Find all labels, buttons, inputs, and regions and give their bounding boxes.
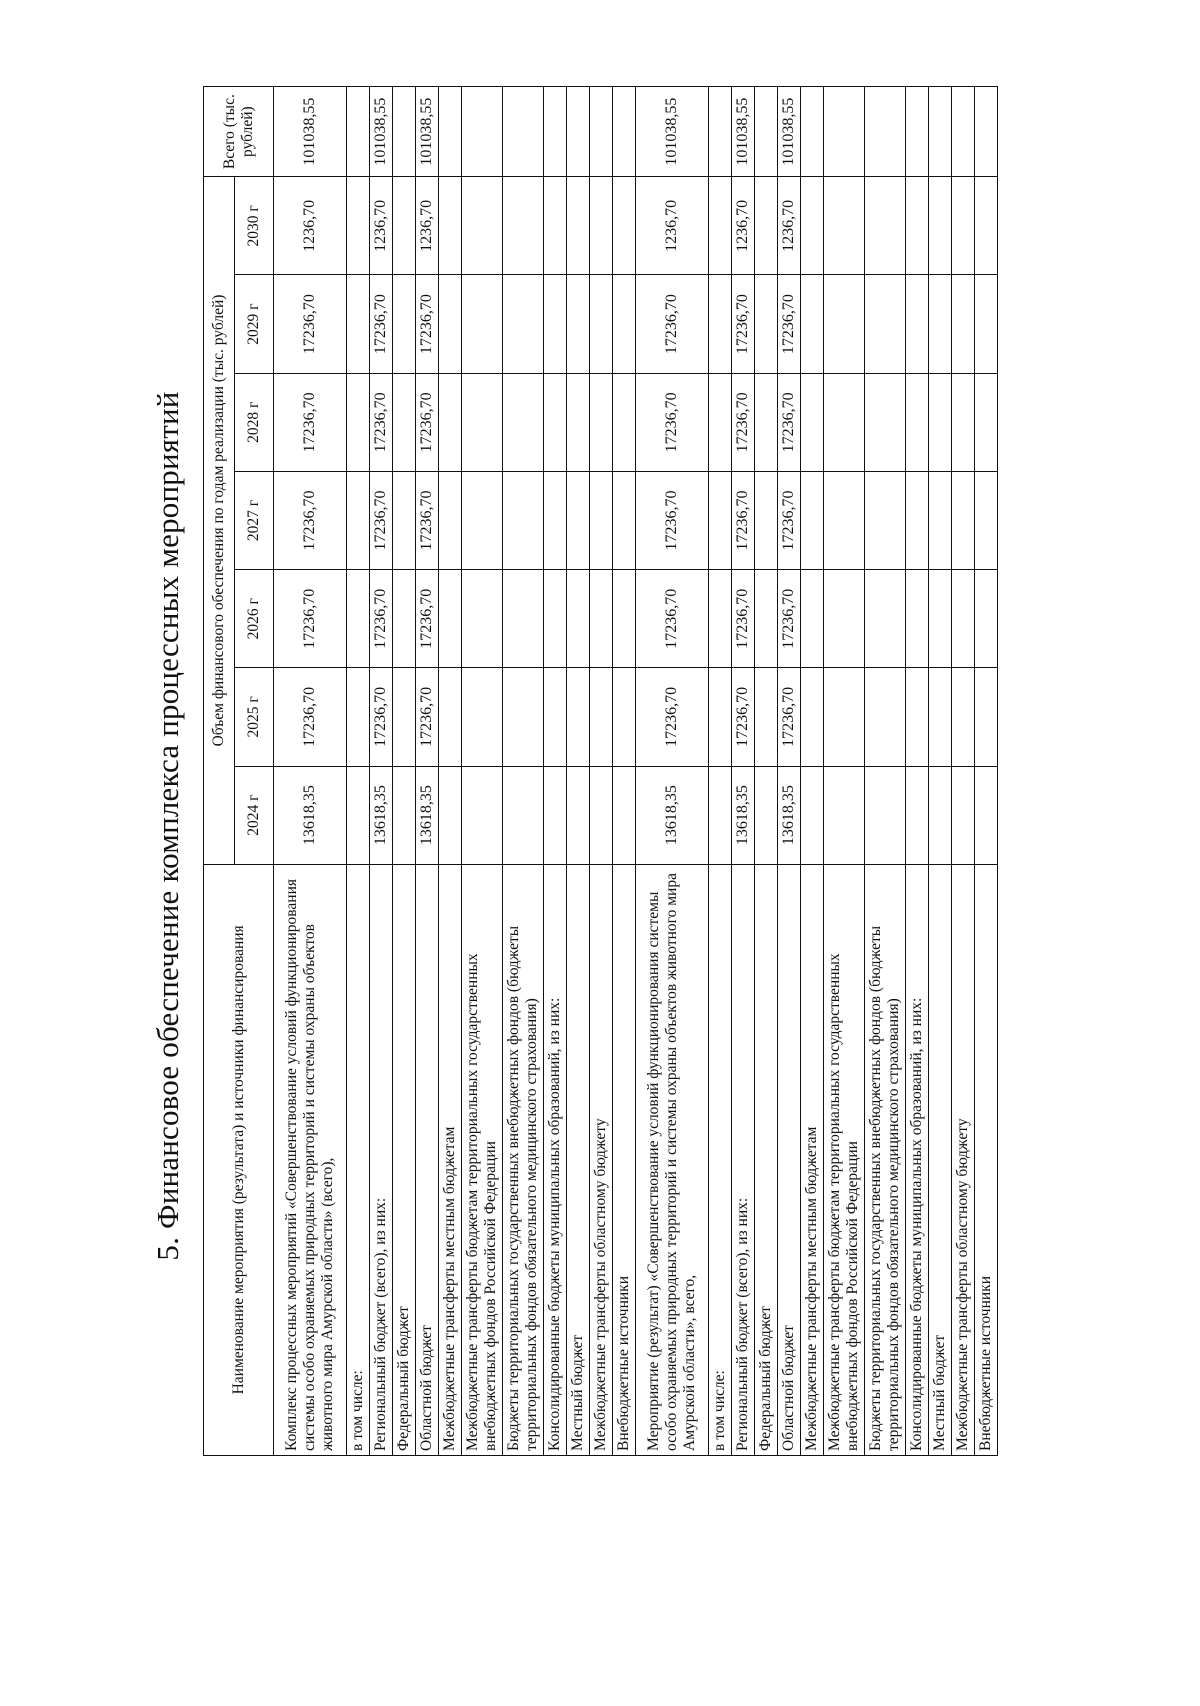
row-value-cell: [709, 570, 732, 668]
row-value-cell: [906, 471, 929, 569]
row-total-cell: 101038,55: [732, 87, 755, 177]
row-name-cell: Федеральный бюджет: [755, 864, 778, 1455]
row-value-cell: [439, 275, 462, 373]
row-name-cell: Межбюджетные трансферты местным бюджетам: [801, 864, 824, 1455]
row-value-cell: [755, 570, 778, 668]
row-value-cell: [590, 275, 613, 373]
row-value-cell: [347, 177, 370, 275]
row-value-cell: [393, 177, 416, 275]
row-value-cell: [865, 471, 906, 569]
row-value-cell: [906, 766, 929, 864]
row-name-cell: Федеральный бюджет: [393, 864, 416, 1455]
row-value-cell: [709, 471, 732, 569]
row-value-cell: [462, 275, 503, 373]
row-value-cell: [393, 570, 416, 668]
row-total-cell: [590, 87, 613, 177]
row-value-cell: [906, 373, 929, 471]
row-value-cell: [755, 471, 778, 569]
row-value-cell: [709, 766, 732, 864]
row-value-cell: [952, 275, 975, 373]
row-value-cell: [393, 471, 416, 569]
header-volume-group: Объем финансового обеспечения по годам реализации (тыс. рублей): [204, 177, 235, 864]
row-value-cell: [439, 177, 462, 275]
row-value-cell: [393, 766, 416, 864]
table-row: [865, 87, 906, 1456]
row-total-cell: [801, 87, 824, 177]
row-value-cell: [590, 668, 613, 766]
row-value-cell: [755, 275, 778, 373]
row-value-cell: 13618,35: [732, 766, 755, 864]
table-row: [567, 87, 590, 1456]
row-total-cell: [709, 87, 732, 177]
row-name-cell: Внебюджетные источники: [613, 864, 636, 1455]
row-name-cell: Региональный бюджет (всего), из них:: [732, 864, 755, 1455]
row-value-cell: 17236,70: [636, 275, 709, 373]
row-value-cell: 17236,70: [416, 275, 439, 373]
row-value-cell: 17236,70: [274, 275, 347, 373]
row-total-cell: 101038,55: [636, 87, 709, 177]
header-year: 2024 г: [235, 766, 274, 864]
row-value-cell: [503, 570, 544, 668]
row-value-cell: [347, 471, 370, 569]
row-value-cell: [567, 668, 590, 766]
row-value-cell: [393, 373, 416, 471]
row-value-cell: [613, 766, 636, 864]
row-value-cell: [709, 373, 732, 471]
row-value-cell: [567, 275, 590, 373]
row-total-cell: 101038,55: [416, 87, 439, 177]
table-row: [462, 87, 503, 1456]
row-value-cell: [393, 275, 416, 373]
row-value-cell: [929, 668, 952, 766]
row-value-cell: 17236,70: [636, 668, 709, 766]
row-value-cell: 17236,70: [778, 668, 801, 766]
row-value-cell: [755, 668, 778, 766]
row-value-cell: 17236,70: [370, 275, 393, 373]
row-value-cell: [929, 766, 952, 864]
row-name-cell: Межбюджетные трансферты бюджетам территориальных государственных внебюджетных фондов Российской Федерации: [462, 864, 503, 1455]
row-value-cell: [906, 275, 929, 373]
row-value-cell: 17236,70: [370, 668, 393, 766]
table-row: [824, 87, 865, 1456]
row-value-cell: [613, 668, 636, 766]
table-row: [613, 87, 636, 1456]
row-value-cell: [347, 570, 370, 668]
row-name-cell: Мероприятие (результат) «Совершенствование условий функционирования системы особо охраняемых природных территорий и системы охраны объектов животного мира Амурской области», всего,: [636, 864, 709, 1455]
header-year: 2028 г: [235, 373, 274, 471]
row-value-cell: [590, 471, 613, 569]
row-value-cell: 1236,70: [636, 177, 709, 275]
row-name-cell: в том числе:: [347, 864, 370, 1455]
row-total-cell: [975, 87, 998, 177]
row-value-cell: [544, 471, 567, 569]
row-value-cell: [590, 373, 613, 471]
row-value-cell: [347, 668, 370, 766]
row-value-cell: [865, 177, 906, 275]
row-value-cell: [347, 373, 370, 471]
row-value-cell: [865, 766, 906, 864]
table-row: [929, 87, 952, 1456]
row-name-cell: Комплекс процессных мероприятий «Совершенствование условий функционирования системы особо охраняемых природных территорий и системы охраны объектов животного мира Амурской области» (всего),: [274, 864, 347, 1455]
row-value-cell: [567, 766, 590, 864]
row-value-cell: 17236,70: [370, 570, 393, 668]
row-total-cell: [906, 87, 929, 177]
row-value-cell: [952, 373, 975, 471]
row-value-cell: [462, 766, 503, 864]
row-value-cell: [544, 668, 567, 766]
row-total-cell: [439, 87, 462, 177]
row-name-cell: Межбюджетные трансферты областному бюджету: [590, 864, 613, 1455]
row-name-cell: в том числе:: [709, 864, 732, 1455]
row-value-cell: 17236,70: [274, 373, 347, 471]
row-value-cell: [929, 570, 952, 668]
row-value-cell: [503, 373, 544, 471]
table-row: [636, 87, 709, 1456]
row-value-cell: 17236,70: [732, 275, 755, 373]
row-value-cell: [462, 471, 503, 569]
row-value-cell: [824, 766, 865, 864]
table-row: [778, 87, 801, 1456]
row-value-cell: [544, 275, 567, 373]
table-row: [393, 87, 416, 1456]
row-total-cell: [544, 87, 567, 177]
table-row: [503, 87, 544, 1456]
row-name-cell: Межбюджетные трансферты областному бюджету: [952, 864, 975, 1455]
row-value-cell: 13618,35: [778, 766, 801, 864]
row-value-cell: [613, 275, 636, 373]
header-row-1: [204, 87, 235, 1456]
row-value-cell: [824, 668, 865, 766]
row-name-cell: Межбюджетные трансферты местным бюджетам: [439, 864, 462, 1455]
row-value-cell: 17236,70: [274, 471, 347, 569]
row-value-cell: [439, 766, 462, 864]
row-value-cell: 17236,70: [778, 570, 801, 668]
row-value-cell: [952, 668, 975, 766]
row-value-cell: [613, 570, 636, 668]
row-value-cell: [462, 570, 503, 668]
table-row: [347, 87, 370, 1456]
row-value-cell: 13618,35: [370, 766, 393, 864]
row-value-cell: [462, 177, 503, 275]
row-name-cell: Областной бюджет: [778, 864, 801, 1455]
row-value-cell: 17236,70: [778, 275, 801, 373]
header-year: 2029 г: [235, 275, 274, 373]
row-total-cell: [613, 87, 636, 177]
row-value-cell: [462, 668, 503, 766]
table-body: [274, 87, 998, 1456]
header-total: Всего (тыс. рублей): [204, 87, 274, 177]
row-value-cell: [503, 471, 544, 569]
header-year: 2030 г: [235, 177, 274, 275]
row-value-cell: [439, 471, 462, 569]
row-value-cell: [347, 766, 370, 864]
row-value-cell: 17236,70: [274, 570, 347, 668]
row-value-cell: [613, 373, 636, 471]
row-value-cell: [929, 471, 952, 569]
row-value-cell: [906, 668, 929, 766]
row-value-cell: [929, 177, 952, 275]
row-value-cell: [865, 275, 906, 373]
row-value-cell: [865, 373, 906, 471]
table-row: [732, 87, 755, 1456]
row-value-cell: 17236,70: [370, 471, 393, 569]
table-row: [370, 87, 393, 1456]
row-value-cell: [709, 275, 732, 373]
row-value-cell: [975, 766, 998, 864]
row-value-cell: 17236,70: [732, 668, 755, 766]
row-value-cell: [952, 766, 975, 864]
row-value-cell: [801, 766, 824, 864]
row-value-cell: 17236,70: [370, 373, 393, 471]
row-value-cell: 17236,70: [636, 570, 709, 668]
row-total-cell: 101038,55: [778, 87, 801, 177]
row-value-cell: [865, 668, 906, 766]
row-name-cell: Региональный бюджет (всего), из них:: [370, 864, 393, 1455]
row-value-cell: [393, 668, 416, 766]
row-value-cell: 17236,70: [416, 373, 439, 471]
row-total-cell: [929, 87, 952, 177]
row-value-cell: [503, 275, 544, 373]
row-value-cell: [801, 471, 824, 569]
row-value-cell: [544, 177, 567, 275]
row-value-cell: [613, 471, 636, 569]
row-value-cell: 17236,70: [778, 373, 801, 471]
row-total-cell: [952, 87, 975, 177]
row-value-cell: 17236,70: [416, 471, 439, 569]
header-year: 2026 г: [235, 570, 274, 668]
header-year: 2027 г: [235, 471, 274, 569]
row-value-cell: [613, 177, 636, 275]
row-name-cell: Консолидированные бюджеты муниципальных образований, из них:: [906, 864, 929, 1455]
header-year: 2025 г: [235, 668, 274, 766]
row-total-cell: 101038,55: [370, 87, 393, 177]
row-value-cell: 17236,70: [416, 668, 439, 766]
table-row: [590, 87, 613, 1456]
row-total-cell: [393, 87, 416, 177]
table-row: [975, 87, 998, 1456]
table-row: [439, 87, 462, 1456]
row-total-cell: [755, 87, 778, 177]
row-value-cell: [929, 373, 952, 471]
row-value-cell: 17236,70: [732, 373, 755, 471]
row-value-cell: [544, 570, 567, 668]
row-value-cell: [929, 275, 952, 373]
finance-table: [203, 86, 998, 1456]
row-value-cell: 17236,70: [636, 471, 709, 569]
row-value-cell: [975, 570, 998, 668]
row-value-cell: [567, 471, 590, 569]
row-value-cell: [503, 766, 544, 864]
row-value-cell: 17236,70: [416, 570, 439, 668]
row-name-cell: Областной бюджет: [416, 864, 439, 1455]
row-total-cell: [567, 87, 590, 177]
row-value-cell: [824, 471, 865, 569]
row-name-cell: Консолидированные бюджеты муниципальных образований, из них:: [544, 864, 567, 1455]
row-value-cell: [975, 373, 998, 471]
row-value-cell: 13618,35: [416, 766, 439, 864]
row-total-cell: 101038,55: [274, 87, 347, 177]
row-value-cell: [709, 177, 732, 275]
header-name-column: Наименование мероприятия (результата) и источники финансирования: [204, 864, 274, 1455]
row-value-cell: [347, 275, 370, 373]
table-row: [801, 87, 824, 1456]
row-value-cell: [755, 373, 778, 471]
row-total-cell: [503, 87, 544, 177]
row-value-cell: [590, 766, 613, 864]
row-value-cell: [755, 177, 778, 275]
row-value-cell: 1236,70: [732, 177, 755, 275]
row-total-cell: [824, 87, 865, 177]
row-value-cell: [567, 570, 590, 668]
row-value-cell: 13618,35: [274, 766, 347, 864]
row-value-cell: [503, 177, 544, 275]
row-value-cell: [824, 275, 865, 373]
row-value-cell: [975, 177, 998, 275]
row-value-cell: [906, 570, 929, 668]
row-value-cell: [439, 570, 462, 668]
row-value-cell: [801, 177, 824, 275]
row-value-cell: [952, 570, 975, 668]
row-value-cell: [503, 668, 544, 766]
row-name-cell: Внебюджетные источники: [975, 864, 998, 1455]
row-value-cell: [824, 373, 865, 471]
row-value-cell: [567, 373, 590, 471]
row-value-cell: 1236,70: [274, 177, 347, 275]
row-value-cell: 17236,70: [732, 570, 755, 668]
row-value-cell: [755, 766, 778, 864]
table-row: [906, 87, 929, 1456]
table-row: [544, 87, 567, 1456]
row-value-cell: [590, 177, 613, 275]
table-row: [274, 87, 347, 1456]
row-value-cell: [906, 177, 929, 275]
row-name-cell: Бюджеты территориальных государственных внебюджетных фондов (бюджеты территориальных фондов обязательного медицинского страхования): [503, 864, 544, 1455]
row-value-cell: [801, 373, 824, 471]
row-value-cell: [975, 275, 998, 373]
row-value-cell: [975, 668, 998, 766]
row-value-cell: [709, 668, 732, 766]
table-row: [416, 87, 439, 1456]
row-value-cell: [544, 766, 567, 864]
row-name-cell: Межбюджетные трансферты бюджетам территориальных государственных внебюджетных фондов Российской Федерации: [824, 864, 865, 1455]
row-value-cell: [567, 177, 590, 275]
row-total-cell: [865, 87, 906, 177]
row-value-cell: [824, 570, 865, 668]
row-value-cell: [952, 471, 975, 569]
row-value-cell: [824, 177, 865, 275]
row-value-cell: [952, 177, 975, 275]
row-value-cell: 17236,70: [732, 471, 755, 569]
table-row: [952, 87, 975, 1456]
row-value-cell: 1236,70: [416, 177, 439, 275]
row-value-cell: [801, 275, 824, 373]
table-row: [755, 87, 778, 1456]
row-total-cell: [347, 87, 370, 177]
row-value-cell: 1236,70: [370, 177, 393, 275]
row-value-cell: 17236,70: [636, 373, 709, 471]
row-value-cell: [801, 570, 824, 668]
row-value-cell: 13618,35: [636, 766, 709, 864]
row-value-cell: 17236,70: [778, 471, 801, 569]
row-name-cell: Бюджеты территориальных государственных внебюджетных фондов (бюджеты территориальных фондов обязательного медицинского страхования): [865, 864, 906, 1455]
row-name-cell: Местный бюджет: [567, 864, 590, 1455]
row-total-cell: [462, 87, 503, 177]
row-value-cell: [462, 373, 503, 471]
row-value-cell: [975, 471, 998, 569]
row-value-cell: [439, 668, 462, 766]
row-value-cell: [439, 373, 462, 471]
table-row: [709, 87, 732, 1456]
row-value-cell: [590, 570, 613, 668]
row-value-cell: 17236,70: [274, 668, 347, 766]
row-value-cell: [865, 570, 906, 668]
row-name-cell: Местный бюджет: [929, 864, 952, 1455]
row-value-cell: [801, 668, 824, 766]
row-value-cell: [544, 373, 567, 471]
page-title: 5. Финансовое обеспечение комплекса процессных мероприятий: [150, 391, 185, 1261]
row-value-cell: 1236,70: [778, 177, 801, 275]
